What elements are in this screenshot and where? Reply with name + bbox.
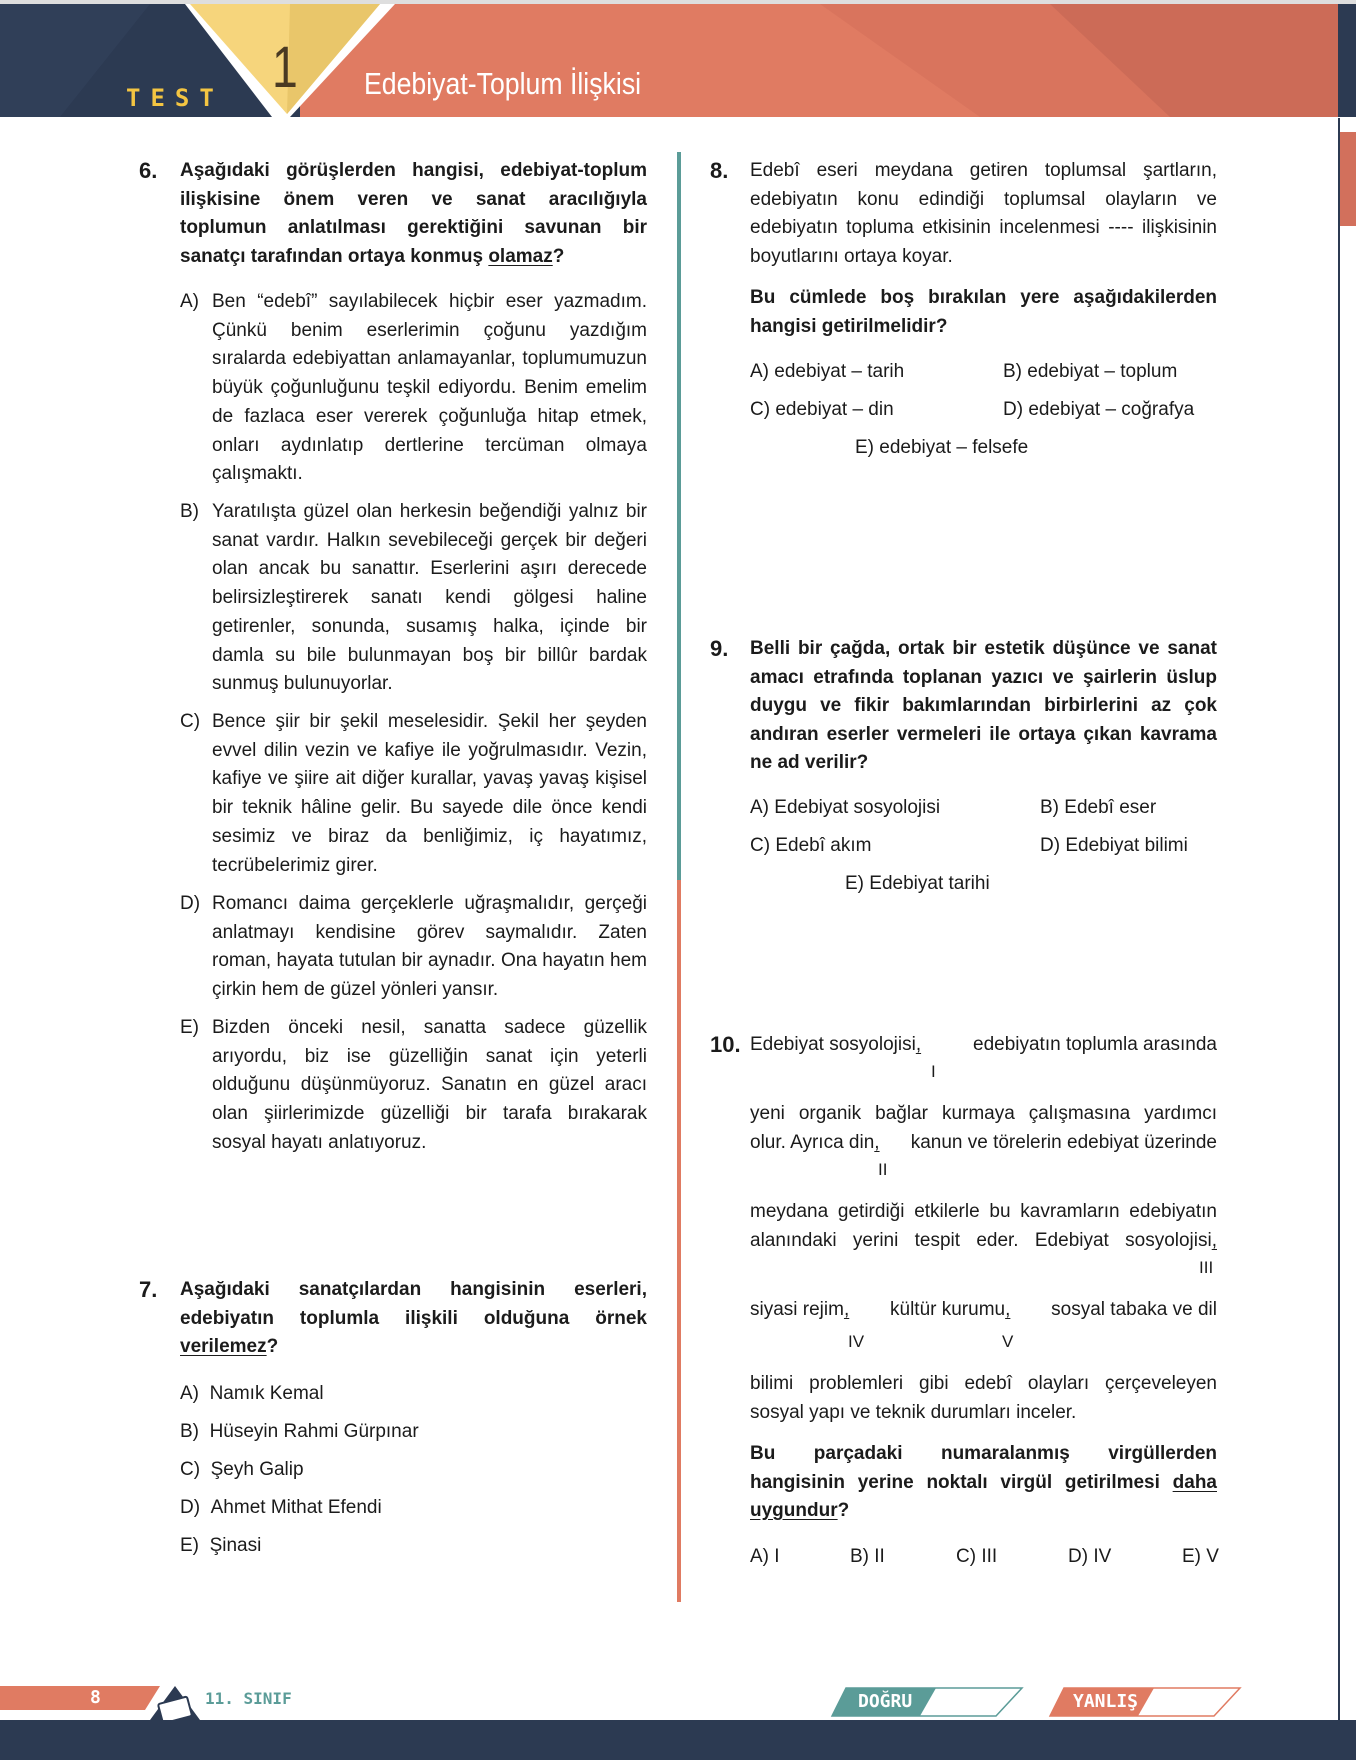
question-9-number: 9. (710, 636, 729, 661)
question-7-option-b[interactable]: B) Hüseyin Rahmi Gürpınar (180, 1421, 419, 1442)
comma-marker-4: IV (848, 1332, 865, 1351)
page-number: 8 (90, 1687, 101, 1708)
question-8-passage: Edebî eseri meydana getiren toplumsal şartların, edebiyatın konu edindiği toplumsal olayların ve edebiyatın topluma etkisinin incelenmesi ---- ilişkisinin boyutlarını ortaya koyar. (750, 160, 1217, 267)
question-7-option-d[interactable]: D) Ahmet Mithat Efendi (180, 1497, 382, 1518)
question-9-option-d[interactable]: D) Edebiyat bilimi (1040, 835, 1188, 856)
question-7-option-a[interactable]: A) Namık Kemal (180, 1383, 324, 1404)
question-6-option-b[interactable]: B) Yaratılışta güzel olan herkesin beğendiği yalnız bir sanat vardır. Halkın sevebileceği gerçek bir değeri olan ancak bu sanattır. Eserlerini aşırı derecede belirsizleştirerek sanatı kendi gölgesi haline getirenler, sonunda, susamış halka, içinde bir damla su bile bulunmayan boş bir billûr bardak sunmuş bulunuyorlar. (180, 501, 647, 695)
question-7-option-e[interactable]: E) Şinasi (180, 1535, 262, 1556)
column-divider-bottom (677, 880, 681, 1602)
question-6-stem: Aşağıdaki görüşlerden hangisi, edebiyat-toplum ilişkisine önem veren ve sanat aracılığıyla toplumun anlatılması gerektiğini savunan bir sanatçı tarafından ortaya konmuş olamaz? (180, 160, 647, 267)
question-7-option-c[interactable]: C) Şeyh Galip (180, 1459, 304, 1480)
question-8-option-e[interactable]: E) edebiyat – felsefe (855, 437, 1029, 458)
question-8-option-d[interactable]: D) edebiyat – coğrafya (1003, 399, 1195, 420)
q10-line-7: bilimi problemleri gibi edebî olayları çerçeveleyen (750, 1373, 1217, 1394)
question-10-option-a[interactable]: A) I (750, 1546, 780, 1567)
page-title: Edebiyat-Toplum İlişkisi (364, 66, 642, 101)
question-10-option-b[interactable]: B) II (850, 1546, 885, 1567)
comma-marker-1: I (931, 1062, 936, 1081)
comma-marker-3: III (1199, 1258, 1214, 1277)
question-8-option-c[interactable]: C) edebiyat – din (750, 399, 894, 420)
question-9-stem: Belli bir çağda, ortak bir estetik düşünce ve sanat amacı etrafında toplanan yazıcı ve şairlerin üslup duygu ve fikir bakımlarından birbirlerini az çok andıran eserler vermeleri ile ortaya çıkan kavrama ne ad verilir? (750, 638, 1217, 773)
q10-line-5: alanındaki yerini tespit eder. Edebiyat sosyolojisi, (750, 1230, 1217, 1251)
q10-line-1: Edebiyat sosyolojisi, edebiyatın toplumla arasında (750, 1034, 1217, 1055)
question-9-option-b[interactable]: B) Edebî eser (1040, 797, 1157, 818)
question-9-option-c[interactable]: C) Edebî akım (750, 835, 872, 856)
correct-label: DOĞRU (858, 1691, 913, 1712)
question-8-option-b[interactable]: B) edebiyat – toplum (1003, 361, 1178, 382)
question-9-option-a[interactable]: A) Edebiyat sosyolojisi (750, 797, 941, 818)
q10-line-4: meydana getirdiği etkilerle bu kavramların edebiyatın (750, 1201, 1217, 1222)
footer-bar (0, 1720, 1356, 1760)
question-10-number: 10. (710, 1032, 741, 1057)
grade-label: 11. SINIF (205, 1689, 292, 1708)
question-7-number: 7. (139, 1277, 158, 1302)
question-6-option-a[interactable]: A) Ben “edebî” sayılabilecek hiçbir eser yazmadım. Çünkü benim eserlerimin çoğunu yazdığım sıralarda edebiyattan anlamayanlar, toplumumuzun büyük çoğunluğunu teşkil ediyordu. Benim emelim de fazlaca eser vererek çoğunluğa hitap etmek, onları aydınlatıp dertlerine tercüman olmaya çalışmaktı. (180, 291, 647, 485)
question-10-stem: Bu parçadaki numaralanmış virgüllerden hangisinin yerine noktalı virgül getirilmesi daha uygundur? (750, 1443, 1217, 1521)
page-footer (0, 1680, 1356, 1760)
question-6-option-c[interactable]: C) Bence şiir bir şekil meselesidir. Şekil her şeyden evvel dilin vezin ve kafiye ile yoğrulmasıdır. Vezin, kafiye ve şiire ait diğer kurallar, yavaş yavaş kişisel bir teknik hâline gelir. Bu sayede dile önce kendi sesimiz ve biraz da benliğimiz, iç hayatımız, tecrübelerimiz girer. (180, 711, 647, 876)
q10-line-6: siyasi rejim, kültür kurumu, sosyal tabaka ve dil (750, 1299, 1217, 1320)
right-edge-tab (1340, 132, 1356, 226)
q10-line-2: yeni organik bağlar kurmaya çalışmasına yardımcı (750, 1103, 1217, 1124)
wrong-label: YANLIŞ (1073, 1691, 1139, 1712)
question-6-number: 6. (139, 158, 158, 183)
page-header (0, 0, 1356, 118)
comma-marker-5: V (1002, 1332, 1014, 1351)
question-10-option-e[interactable]: E) V (1182, 1546, 1219, 1567)
question-6-option-e[interactable]: E) Bizden önceki nesil, sanatta sadece güzellik arıyordu, biz ise güzelliğin sanat için yeterli olduğunu düşünmüyoruz. Sanatın en güzel aracı olan şiirlerimizde güzelliği bir tarafa bırakarak sosyal hayatı anlatıyoruz. (180, 1017, 647, 1153)
q10-line-8: sosyal yapı ve teknik durumları inceler. (750, 1402, 1077, 1423)
comma-marker-2: II (878, 1160, 888, 1179)
test-number: 1 (272, 35, 298, 100)
question-8-stem: Bu cümlede boş bırakılan yere aşağıdakilerden hangisi getirilmelidir? (750, 287, 1217, 337)
right-edge-line (1338, 118, 1340, 1720)
question-10-option-d[interactable]: D) IV (1068, 1546, 1112, 1567)
question-6-option-d[interactable]: D) Romancı daima gerçeklerle uğraşmalıdır, gerçeği anlatmayı kendisine görev saymalıdır. Zaten roman, hayata tutulan bir aynadır. Ona hayatın hem çirkin hem de güzel yönleri yansır. (180, 893, 647, 1001)
question-8-option-a[interactable]: A) edebiyat – tarih (750, 361, 905, 382)
test-label: TEST (126, 84, 224, 112)
column-divider-top (677, 152, 681, 880)
question-9-option-e[interactable]: E) Edebiyat tarihi (845, 873, 990, 894)
question-7-stem: Aşağıdaki sanatçılardan hangisinin eserleri, edebiyatın toplumla ilişkili olduğuna örnek verilemez? (180, 1279, 647, 1357)
question-10-option-c[interactable]: C) III (956, 1546, 998, 1567)
question-8-number: 8. (710, 158, 729, 183)
q10-line-3: olur. Ayrıca din, kanun ve törelerin edebiyat üzerinde (750, 1132, 1217, 1153)
